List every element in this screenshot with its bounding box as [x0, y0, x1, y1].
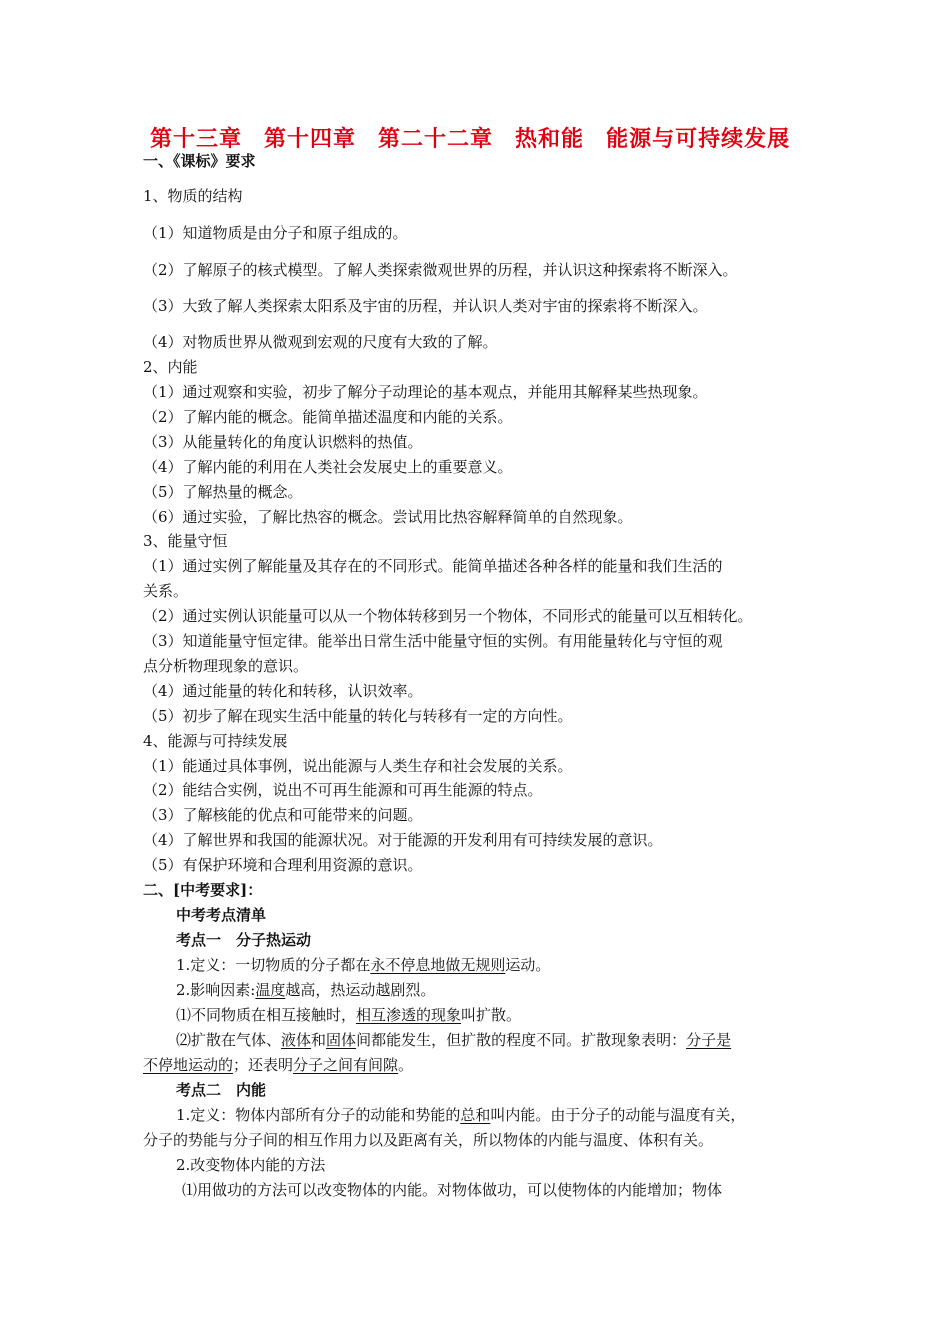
list-item: （5）初步了解在现实生活中能量的转化与转移有一定的方向性。 [143, 707, 573, 725]
section-heading: 二、[中考要求]： [143, 881, 263, 899]
list-item: （4）对物质世界从微观到宏观的尺度有大致的了解。 [143, 333, 498, 351]
list-item: （3）从能量转化的角度认识燃料的热值。 [143, 433, 423, 451]
key-term: 分子之间有间隙 [293, 1056, 399, 1074]
list-item: （4）通过能量的转化和转移，认识效率。 [143, 682, 423, 700]
list-item: （6）通过实验，了解比热容的概念。尝试用比热容解释简单的自然现象。 [143, 508, 633, 526]
text-run: 。 [398, 1056, 414, 1074]
list-item: （1）知道物质是由分子和原子组成的。 [143, 224, 408, 242]
key-term: 相互渗透的现象 [356, 1006, 462, 1024]
checklist-title: 中考考点清单 [176, 906, 267, 924]
key-term: 总和 [460, 1106, 491, 1124]
text-run: 越高，热运动越剧烈。 [285, 981, 436, 999]
list-item: （2）通过实例认识能量可以从一个物体转移到另一个物体，不同形式的能量可以互相转化。 [143, 607, 753, 625]
paragraph-line [176, 1005, 521, 1025]
list-item: （3）大致了解人类探索太阳系及宇宙的历程，并认识人类对宇宙的探索将不断深入。 [143, 297, 708, 315]
list-item: （2）了解原子的核式模型。了解人类探索微观世界的历程，并认识这种探索将不断深入。 [143, 261, 738, 279]
text-run: ；还表明 [233, 1056, 294, 1074]
list-item: （3）了解核能的优点和可能带来的问题。 [143, 806, 423, 824]
text-run: 叫扩散。 [461, 1006, 522, 1024]
list-item: （4）了解内能的利用在人类社会发展史上的重要意义。 [143, 458, 513, 476]
key-term: 分子是 [686, 1031, 732, 1049]
list-item: （5）有保护环境和合理利用资源的意识。 [143, 856, 423, 874]
list-item: 点分析物理现象的意识。 [143, 657, 309, 675]
paragraph-line: 分子的势能与分子间的相互作用力以及距离有关，所以物体的内能与温度、体积有关。 [143, 1131, 714, 1149]
list-item: （1）通过观察和实验，初步了解分子动理论的基本观点，并能用其解释某些热现象。 [143, 383, 708, 401]
subsection-heading: 1、物质的结构 [143, 187, 243, 205]
paragraph-line [143, 1055, 413, 1075]
section-heading: 一、《课标》要求 [143, 152, 256, 170]
paragraph-line [176, 1030, 731, 1050]
list-item: （4）了解世界和我国的能源状况。对于能源的开发利用有可持续发展的意识。 [143, 831, 663, 849]
list-item: （3）知道能量守恒定律。能举出日常生活中能量守恒的实例。有用能量转化与守恒的观 [143, 632, 723, 650]
text-run: 叫内能。由于分子的动能与温度有关， [490, 1106, 746, 1124]
paragraph-line [176, 1105, 745, 1125]
text-run: 和 [311, 1031, 327, 1049]
list-item: （1）能通过具体事例，说出能源与人类生存和社会发展的关系。 [143, 757, 573, 775]
topic-title: 考点一 分子热运动 [176, 931, 312, 949]
text-run: 间都能发生，但扩散的程度不同。扩散现象表明： [356, 1031, 687, 1049]
paragraph-line [176, 980, 435, 1000]
text-run: 1.定义：物体内部所有分子的动能和势能的 [176, 1106, 461, 1124]
key-term: 固体 [326, 1031, 357, 1049]
list-item: （5）了解热量的概念。 [143, 483, 303, 501]
subsection-heading: 4、能源与可持续发展 [143, 732, 288, 750]
list-item: （1）通过实例了解能量及其存在的不同形式。能简单描述各种各样的能量和我们生活的 [143, 557, 723, 575]
key-term: 温度 [255, 981, 286, 999]
text-run: 1.定义：一切物质的分子都在 [176, 956, 371, 974]
page-title [150, 122, 812, 153]
key-term: 液体 [281, 1031, 312, 1049]
text-run: ⑵扩散在气体、 [176, 1031, 282, 1049]
title-part: 第二十二章 [378, 126, 494, 152]
subsection-heading: 3、能量守恒 [143, 532, 228, 550]
topic-title: 考点二 内能 [176, 1081, 267, 1099]
title-part: 热和能 [515, 126, 585, 152]
subsection-heading: 2、内能 [143, 358, 198, 376]
paragraph-line: 2.改变物体内能的方法 [176, 1156, 326, 1174]
key-term: 不停地运动的 [143, 1056, 234, 1074]
title-part: 第十四章 [264, 126, 357, 152]
key-term: 永不停息地做无规则 [370, 956, 506, 974]
list-item: （2）了解内能的概念。能简单描述温度和内能的关系。 [143, 408, 513, 426]
paragraph-line [176, 955, 550, 975]
paragraph-line: ⑴用做功的方法可以改变物体的内能。对物体做功，可以使物体的内能增加；物体 [182, 1181, 723, 1199]
text-run: 运动。 [505, 956, 551, 974]
list-item: 关系。 [143, 582, 189, 600]
list-item: （2）能结合实例，说出不可再生能源和可再生能源的特点。 [143, 781, 543, 799]
title-part: 能源与可持续发展 [606, 126, 791, 152]
title-part: 第十三章 [150, 126, 243, 152]
text-run: 2.影响因素: [176, 981, 256, 999]
text-run: ⑴不同物质在相互接触时， [176, 1006, 357, 1024]
